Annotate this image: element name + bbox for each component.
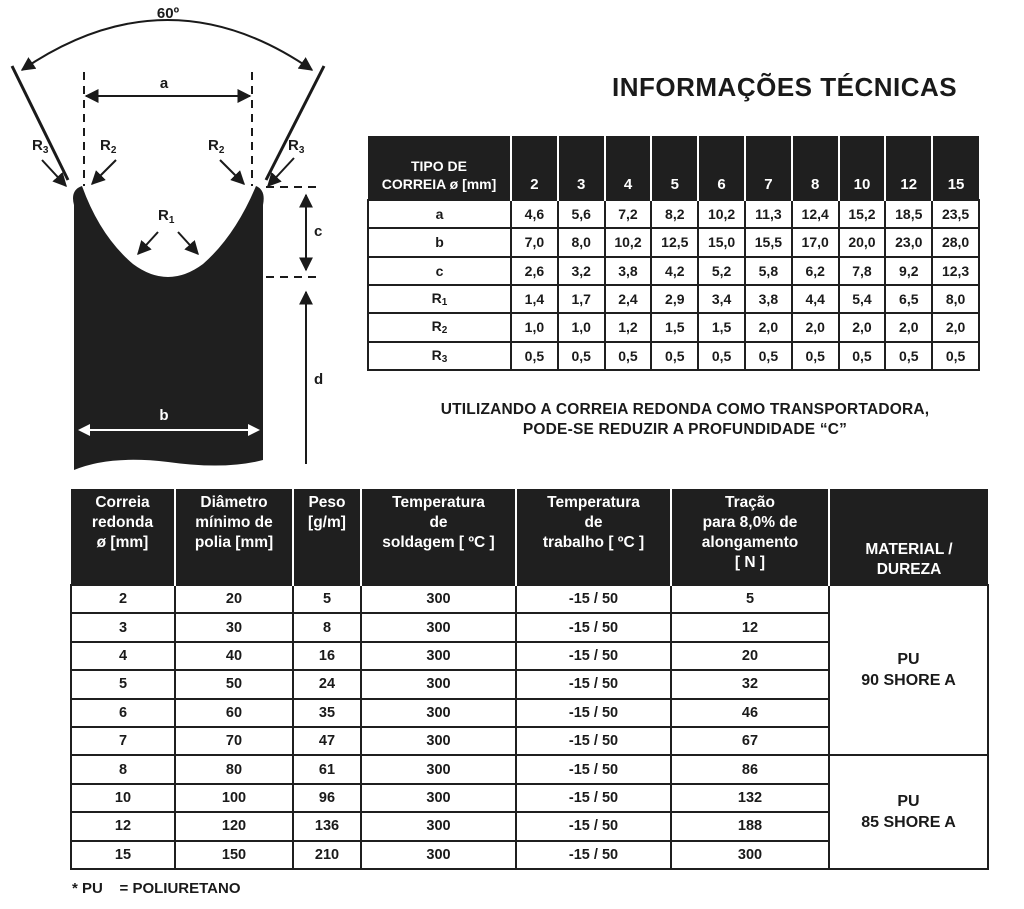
- specifications-cell: 67: [671, 727, 829, 755]
- dimensions-row-label: R1: [368, 285, 511, 313]
- dimensions-cell: 15,2: [839, 200, 886, 228]
- specifications-cell: 12: [71, 812, 175, 840]
- footnote: [72, 880, 241, 897]
- dimensions-cell: 1,7: [558, 285, 605, 313]
- dimensions-cell: 28,0: [932, 228, 979, 256]
- dimensions-cell: 23,5: [932, 200, 979, 228]
- label-r3-right: $R_3$: [288, 137, 305, 156]
- dimensions-row: [368, 257, 979, 285]
- dimensions-cell: 0,5: [839, 342, 886, 370]
- dimensions-cell: 2,0: [792, 313, 839, 341]
- specifications-cell: 300: [361, 613, 516, 641]
- dimensions-cell: 4,2: [651, 257, 698, 285]
- dimensions-cell: 6,2: [792, 257, 839, 285]
- dimensions-cell: 1,4: [511, 285, 558, 313]
- label-r2-right: $R_2$: [208, 137, 225, 156]
- dimensions-cell: 8,0: [932, 285, 979, 313]
- dimensions-cell: 0,5: [605, 342, 652, 370]
- angle-line-right: [266, 66, 324, 180]
- dimensions-cell: 4,6: [511, 200, 558, 228]
- specifications-cell: 30: [175, 613, 293, 641]
- material-hardness-cell: PU 85 SHORE A: [829, 755, 988, 869]
- specifications-column-header: MATERIAL / DUREZA: [829, 489, 988, 585]
- dimensions-header-label: TIPO DE CORREIA ø [mm]: [368, 136, 511, 200]
- specifications-cell: 132: [671, 784, 829, 812]
- dimensions-header-row: [368, 136, 979, 200]
- dimensions-type-header: 6: [698, 136, 745, 200]
- dimensions-cell: 8,2: [651, 200, 698, 228]
- dimensions-cell: 5,8: [745, 257, 792, 285]
- specifications-cell: 80: [175, 755, 293, 783]
- dimensions-row: [368, 342, 979, 370]
- specifications-column-header: Diâmetro mínimo de polia [mm]: [175, 489, 293, 585]
- specifications-cell: -15 / 50: [516, 642, 671, 670]
- label-c: c: [314, 223, 323, 240]
- specifications-cell: 40: [175, 642, 293, 670]
- angle-label: 60º: [156, 5, 180, 22]
- specifications-cell: 20: [175, 585, 293, 613]
- dimensions-cell: 12,4: [792, 200, 839, 228]
- specifications-cell: 300: [361, 585, 516, 613]
- specifications-cell: 100: [175, 784, 293, 812]
- dimensions-row: [368, 313, 979, 341]
- dimensions-table: [367, 136, 980, 371]
- dimensions-type-header: 3: [558, 136, 605, 200]
- specifications-cell: 300: [361, 812, 516, 840]
- dimensions-type-header: 10: [839, 136, 886, 200]
- specifications-cell: 20: [671, 642, 829, 670]
- specifications-cell: 8: [71, 755, 175, 783]
- dimensions-cell: 8,0: [558, 228, 605, 256]
- specifications-cell: 188: [671, 812, 829, 840]
- specifications-cell: 46: [671, 699, 829, 727]
- specifications-header-row: [71, 489, 988, 585]
- dimensions-cell: 1,5: [698, 313, 745, 341]
- specifications-cell: 136: [293, 812, 361, 840]
- specifications-column-header: Temperatura de soldagem [ ºC ]: [361, 489, 516, 585]
- specifications-cell: 210: [293, 841, 361, 869]
- groove-diagram: [0, 0, 360, 480]
- dimensions-cell: 2,0: [932, 313, 979, 341]
- dimensions-cell: 2,6: [511, 257, 558, 285]
- specifications-cell: 50: [175, 670, 293, 698]
- specifications-cell: 300: [361, 755, 516, 783]
- specifications-column-header: Correia redonda ø [mm]: [71, 489, 175, 585]
- dimensions-type-header: 4: [605, 136, 652, 200]
- specifications-column-header: Temperatura de trabalho [ ºC ]: [516, 489, 671, 585]
- dimensions-cell: 10,2: [698, 200, 745, 228]
- dimensions-cell: 7,8: [839, 257, 886, 285]
- specifications-cell: -15 / 50: [516, 727, 671, 755]
- dimensions-cell: 0,5: [745, 342, 792, 370]
- label-r2-left: $R_2$: [100, 137, 117, 156]
- footnote-value: = POLIURETANO: [119, 880, 241, 897]
- dimensions-type-header: 2: [511, 136, 558, 200]
- specifications-cell: 70: [175, 727, 293, 755]
- dimensions-cell: 3,2: [558, 257, 605, 285]
- dimensions-cell: 1,0: [511, 313, 558, 341]
- dimensions-type-header: 5: [651, 136, 698, 200]
- dimensions-cell: 3,4: [698, 285, 745, 313]
- dimensions-cell: 6,5: [885, 285, 932, 313]
- dimensions-cell: 0,5: [885, 342, 932, 370]
- specifications-cell: -15 / 50: [516, 841, 671, 869]
- specifications-cell: -15 / 50: [516, 613, 671, 641]
- dimensions-cell: 4,4: [792, 285, 839, 313]
- specifications-cell: 300: [361, 841, 516, 869]
- dimensions-cell: 1,5: [651, 313, 698, 341]
- conveyor-note-line1: UTILIZANDO A CORREIA REDONDA COMO TRANSPORTADORA,: [440, 401, 930, 418]
- specifications-row: [71, 755, 988, 783]
- dimensions-cell: 2,0: [839, 313, 886, 341]
- specifications-cell: 120: [175, 812, 293, 840]
- footnote-key: * PU: [72, 880, 103, 897]
- specifications-cell: -15 / 50: [516, 585, 671, 613]
- dimensions-cell: 5,2: [698, 257, 745, 285]
- specifications-cell: 300: [361, 642, 516, 670]
- dimensions-cell: 10,2: [605, 228, 652, 256]
- specifications-cell: 5: [671, 585, 829, 613]
- dimensions-row: [368, 200, 979, 228]
- dimensions-cell: 23,0: [885, 228, 932, 256]
- specifications-column-header: Tração para 8,0% de alongamento [ N ]: [671, 489, 829, 585]
- specifications-cell: 5: [293, 585, 361, 613]
- dimensions-cell: 0,5: [511, 342, 558, 370]
- specifications-cell: 4: [71, 642, 175, 670]
- specifications-cell: 5: [71, 670, 175, 698]
- label-r1: $R_1$: [158, 207, 175, 226]
- dimensions-cell: 5,4: [839, 285, 886, 313]
- dimensions-cell: 3,8: [605, 257, 652, 285]
- dimensions-cell: 0,5: [932, 342, 979, 370]
- dimensions-cell: 9,2: [885, 257, 932, 285]
- specifications-cell: 6: [71, 699, 175, 727]
- dimensions-type-header: 8: [792, 136, 839, 200]
- specifications-cell: 86: [671, 755, 829, 783]
- dimensions-type-header: 12: [885, 136, 932, 200]
- label-b: b: [159, 407, 169, 424]
- specifications-cell: 150: [175, 841, 293, 869]
- specifications-cell: 60: [175, 699, 293, 727]
- dimensions-cell: 0,5: [558, 342, 605, 370]
- specifications-cell: 7: [71, 727, 175, 755]
- specifications-cell: 47: [293, 727, 361, 755]
- dimensions-cell: 1,2: [605, 313, 652, 341]
- specifications-cell: 12: [671, 613, 829, 641]
- dimensions-cell: 15,5: [745, 228, 792, 256]
- dimensions-cell: 5,6: [558, 200, 605, 228]
- specifications-cell: -15 / 50: [516, 784, 671, 812]
- specifications-cell: -15 / 50: [516, 755, 671, 783]
- label-d: d: [314, 371, 324, 388]
- specifications-cell: 96: [293, 784, 361, 812]
- dimensions-row-label: c: [368, 257, 511, 285]
- specifications-cell: 300: [361, 727, 516, 755]
- dimensions-type-header: 15: [932, 136, 979, 200]
- label-a: a: [159, 75, 169, 92]
- dimensions-cell: 17,0: [792, 228, 839, 256]
- specifications-cell: 15: [71, 841, 175, 869]
- specifications-cell: 3: [71, 613, 175, 641]
- page-title: INFORMAÇÕES TÉCNICAS: [612, 72, 958, 102]
- dimensions-row: [368, 228, 979, 256]
- conveyor-note: [380, 400, 990, 440]
- specifications-cell: 10: [71, 784, 175, 812]
- specifications-cell: -15 / 50: [516, 812, 671, 840]
- specifications-cell: 8: [293, 613, 361, 641]
- dimensions-cell: 12,5: [651, 228, 698, 256]
- specifications-cell: -15 / 50: [516, 670, 671, 698]
- dimensions-cell: 0,5: [792, 342, 839, 370]
- dimensions-type-header: 7: [745, 136, 792, 200]
- specifications-column-header: Peso [g/m]: [293, 489, 361, 585]
- specifications-cell: 300: [361, 784, 516, 812]
- conveyor-note-line2: PODE-SE REDUZIR A PROFUNDIDADE “C”: [522, 421, 848, 438]
- dimensions-row-label: b: [368, 228, 511, 256]
- dimensions-cell: 3,8: [745, 285, 792, 313]
- specifications-table: [70, 489, 989, 870]
- dimensions-cell: 2,9: [651, 285, 698, 313]
- specifications-cell: 35: [293, 699, 361, 727]
- dimensions-row: [368, 285, 979, 313]
- specifications-cell: 300: [361, 670, 516, 698]
- specifications-cell: 300: [361, 699, 516, 727]
- angle-arc: [22, 20, 312, 70]
- label-r3-left: $R_3$: [32, 137, 49, 156]
- dimensions-cell: 0,5: [698, 342, 745, 370]
- angle-line-left: [12, 66, 68, 180]
- dimensions-cell: 15,0: [698, 228, 745, 256]
- dimensions-cell: 7,0: [511, 228, 558, 256]
- dimensions-row-label: R2: [368, 313, 511, 341]
- dimensions-row-label: a: [368, 200, 511, 228]
- specifications-cell: 16: [293, 642, 361, 670]
- dimensions-cell: 0,5: [651, 342, 698, 370]
- dimensions-cell: 18,5: [885, 200, 932, 228]
- groove-profile: [73, 186, 264, 470]
- dimensions-cell: 11,3: [745, 200, 792, 228]
- specifications-cell: 2: [71, 585, 175, 613]
- dimensions-row-label: R3: [368, 342, 511, 370]
- dimensions-cell: 7,2: [605, 200, 652, 228]
- specifications-cell: 32: [671, 670, 829, 698]
- dimensions-cell: 2,0: [745, 313, 792, 341]
- dimensions-cell: 20,0: [839, 228, 886, 256]
- dimensions-cell: 1,0: [558, 313, 605, 341]
- specifications-cell: 300: [671, 841, 829, 869]
- specifications-cell: 24: [293, 670, 361, 698]
- specifications-row: [71, 585, 988, 613]
- dimensions-cell: 12,3: [932, 257, 979, 285]
- material-hardness-cell: PU 90 SHORE A: [829, 585, 988, 755]
- specifications-cell: -15 / 50: [516, 699, 671, 727]
- dimensions-cell: 2,0: [885, 313, 932, 341]
- specifications-cell: 61: [293, 755, 361, 783]
- dimensions-cell: 2,4: [605, 285, 652, 313]
